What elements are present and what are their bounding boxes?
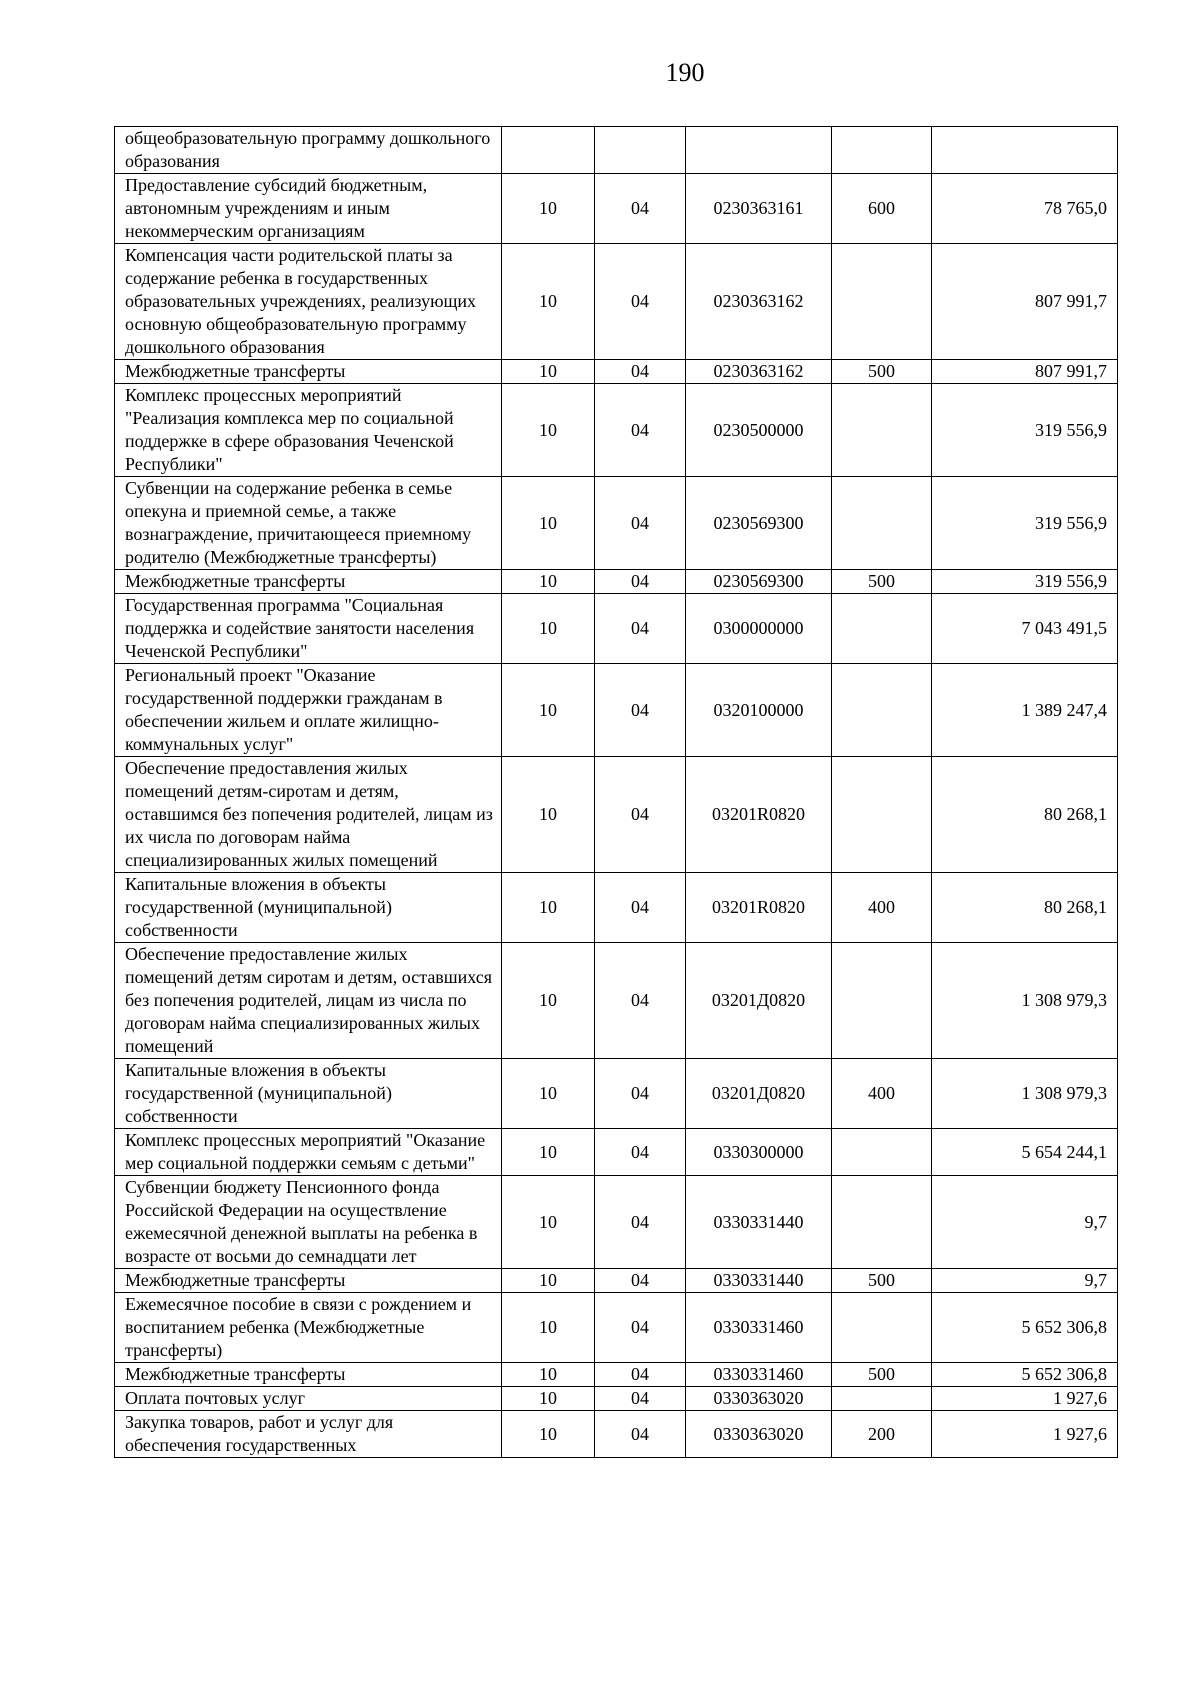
budget-table: [114, 126, 1118, 1458]
row-description: Компенсация части родительской платы за содержание ребенка в государственных образовательных учреждениях, реализующих основную общеобразовательную программу дошкольного образования: [115, 244, 502, 360]
table-row: [115, 1059, 1118, 1129]
row-section-code: 10: [502, 174, 595, 244]
table-row: [115, 873, 1118, 943]
row-description: Обеспечение предоставление жилых помещений детям сиротам и детям, оставшихся без попечения родителей, лицам из числа по договорам найма специализированных жилых помещений: [115, 943, 502, 1059]
row-section-code: 10: [502, 664, 595, 757]
row-amount: [932, 127, 1118, 174]
row-amount: 319 556,9: [932, 477, 1118, 570]
row-description: Предоставление субсидий бюджетным, автономным учреждениям и иным некоммерческим организациям: [115, 174, 502, 244]
row-target-article: 0230569300: [686, 477, 832, 570]
row-amount: 5 654 244,1: [932, 1129, 1118, 1176]
row-subsection-code: 04: [595, 384, 686, 477]
row-subsection-code: 04: [595, 1363, 686, 1387]
row-target-article: 0330331440: [686, 1269, 832, 1293]
row-subsection-code: 04: [595, 1129, 686, 1176]
row-description: Межбюджетные трансферты: [115, 1269, 502, 1293]
table-row: [115, 1387, 1118, 1411]
row-section-code: 10: [502, 244, 595, 360]
row-description: Комплекс процессных мероприятий "Реализация комплекса мер по социальной поддержке в сфере образования Чеченской Республики": [115, 384, 502, 477]
row-section-code: 10: [502, 594, 595, 664]
row-subsection-code: 04: [595, 1387, 686, 1411]
table-row: [115, 360, 1118, 384]
row-section-code: 10: [502, 1176, 595, 1269]
row-expense-type: [832, 477, 932, 570]
row-section-code: 10: [502, 1269, 595, 1293]
row-amount: 1 308 979,3: [932, 943, 1118, 1059]
row-expense-type: 500: [832, 1269, 932, 1293]
row-section-code: 10: [502, 1387, 595, 1411]
row-amount: 319 556,9: [932, 384, 1118, 477]
row-section-code: 10: [502, 384, 595, 477]
table-row: [115, 1176, 1118, 1269]
table-row: [115, 757, 1118, 873]
row-expense-type: [832, 1293, 932, 1363]
row-section-code: 10: [502, 570, 595, 594]
row-description: Оплата почтовых услуг: [115, 1387, 502, 1411]
row-description: Межбюджетные трансферты: [115, 360, 502, 384]
row-amount: 807 991,7: [932, 360, 1118, 384]
row-section-code: 10: [502, 1363, 595, 1387]
row-description: Обеспечение предоставления жилых помещений детям-сиротам и детям, оставшимся без попечения родителей, лицам из их числа по договорам найма специализированных жилых помещений: [115, 757, 502, 873]
row-amount: 7 043 491,5: [932, 594, 1118, 664]
row-target-article: 03201R0820: [686, 757, 832, 873]
row-subsection-code: 04: [595, 1411, 686, 1458]
row-expense-type: 500: [832, 1363, 932, 1387]
table-body: [115, 127, 1118, 1458]
table-row: [115, 384, 1118, 477]
row-target-article: 0330331460: [686, 1293, 832, 1363]
row-description: Капитальные вложения в объекты государственной (муниципальной) собственности: [115, 873, 502, 943]
row-target-article: 03201Д0820: [686, 1059, 832, 1129]
table-row: [115, 1363, 1118, 1387]
table-row: [115, 1269, 1118, 1293]
row-expense-type: [832, 127, 932, 174]
table-row: [115, 1293, 1118, 1363]
row-section-code: 10: [502, 1059, 595, 1129]
row-expense-type: [832, 1387, 932, 1411]
row-amount: 5 652 306,8: [932, 1293, 1118, 1363]
table-row: [115, 594, 1118, 664]
row-description: Региональный проект "Оказание государственной поддержки гражданам в обеспечении жильем и оплате жилищно-коммунальных услуг": [115, 664, 502, 757]
row-target-article: 0230363161: [686, 174, 832, 244]
row-target-article: [686, 127, 832, 174]
row-expense-type: [832, 244, 932, 360]
row-subsection-code: 04: [595, 1269, 686, 1293]
row-subsection-code: 04: [595, 1176, 686, 1269]
row-subsection-code: 04: [595, 244, 686, 360]
row-expense-type: [832, 664, 932, 757]
row-amount: 1 308 979,3: [932, 1059, 1118, 1129]
row-expense-type: [832, 1176, 932, 1269]
row-target-article: 0230569300: [686, 570, 832, 594]
row-expense-type: 400: [832, 873, 932, 943]
row-description: Субвенции на содержание ребенка в семье опекуна и приемной семье, а также вознаграждение, причитающееся приемному родителю (Межбюджетные трансферты): [115, 477, 502, 570]
row-subsection-code: 04: [595, 174, 686, 244]
row-expense-type: [832, 1129, 932, 1176]
table-row: [115, 477, 1118, 570]
row-target-article: 0330331460: [686, 1363, 832, 1387]
row-description: Ежемесячное пособие в связи с рождением и воспитанием ребенка (Межбюджетные трансферты): [115, 1293, 502, 1363]
row-amount: 1 927,6: [932, 1411, 1118, 1458]
row-amount: 80 268,1: [932, 757, 1118, 873]
row-amount: 80 268,1: [932, 873, 1118, 943]
row-description: Межбюджетные трансферты: [115, 1363, 502, 1387]
row-section-code: 10: [502, 873, 595, 943]
row-description: Государственная программа "Социальная поддержка и содействие занятости населения Чеченской Республики": [115, 594, 502, 664]
row-amount: 1 389 247,4: [932, 664, 1118, 757]
row-target-article: 0230363162: [686, 360, 832, 384]
row-subsection-code: 04: [595, 360, 686, 384]
row-amount: 5 652 306,8: [932, 1363, 1118, 1387]
row-section-code: 10: [502, 1411, 595, 1458]
table-row: [115, 570, 1118, 594]
row-subsection-code: 04: [595, 1293, 686, 1363]
row-section-code: 10: [502, 360, 595, 384]
row-section-code: 10: [502, 477, 595, 570]
row-expense-type: [832, 384, 932, 477]
row-target-article: 0300000000: [686, 594, 832, 664]
row-amount: 9,7: [932, 1269, 1118, 1293]
row-target-article: 0230500000: [686, 384, 832, 477]
table-row: [115, 174, 1118, 244]
row-expense-type: [832, 943, 932, 1059]
row-description: Межбюджетные трансферты: [115, 570, 502, 594]
row-subsection-code: [595, 127, 686, 174]
table-row: [115, 244, 1118, 360]
row-subsection-code: 04: [595, 943, 686, 1059]
row-target-article: 0320100000: [686, 664, 832, 757]
row-amount: 319 556,9: [932, 570, 1118, 594]
row-expense-type: 500: [832, 360, 932, 384]
row-amount: 78 765,0: [932, 174, 1118, 244]
row-expense-type: [832, 757, 932, 873]
row-target-article: 03201Д0820: [686, 943, 832, 1059]
row-target-article: 0330363020: [686, 1387, 832, 1411]
row-description: Капитальные вложения в объекты государственной (муниципальной) собственности: [115, 1059, 502, 1129]
row-section-code: 10: [502, 757, 595, 873]
row-expense-type: 600: [832, 174, 932, 244]
row-subsection-code: 04: [595, 757, 686, 873]
row-target-article: 0330331440: [686, 1176, 832, 1269]
table-row: [115, 943, 1118, 1059]
table-row: [115, 127, 1118, 174]
row-section-code: 10: [502, 943, 595, 1059]
row-description: Субвенции бюджету Пенсионного фонда Российской Федерации на осуществление ежемесячной денежной выплаты на ребенка в возрасте от восьми до семнадцати лет: [115, 1176, 502, 1269]
row-amount: 1 927,6: [932, 1387, 1118, 1411]
row-section-code: [502, 127, 595, 174]
row-subsection-code: 04: [595, 873, 686, 943]
row-section-code: 10: [502, 1129, 595, 1176]
row-target-article: 03201R0820: [686, 873, 832, 943]
row-expense-type: 200: [832, 1411, 932, 1458]
row-subsection-code: 04: [595, 1059, 686, 1129]
row-amount: 9,7: [932, 1176, 1118, 1269]
row-amount: 807 991,7: [932, 244, 1118, 360]
row-target-article: 0330300000: [686, 1129, 832, 1176]
row-description: общеобразовательную программу дошкольного образования: [115, 127, 502, 174]
table-row: [115, 664, 1118, 757]
row-subsection-code: 04: [595, 664, 686, 757]
table-row: [115, 1411, 1118, 1458]
table-row: [115, 1129, 1118, 1176]
page-number: 190: [665, 58, 705, 87]
row-target-article: 0230363162: [686, 244, 832, 360]
row-target-article: 0330363020: [686, 1411, 832, 1458]
row-subsection-code: 04: [595, 570, 686, 594]
row-description: Закупка товаров, работ и услуг для обеспечения государственных: [115, 1411, 502, 1458]
row-expense-type: [832, 594, 932, 664]
row-section-code: 10: [502, 1293, 595, 1363]
row-subsection-code: 04: [595, 477, 686, 570]
row-subsection-code: 04: [595, 594, 686, 664]
row-expense-type: 500: [832, 570, 932, 594]
row-description: Комплекс процессных мероприятий "Оказание мер социальной поддержки семьям с детьми": [115, 1129, 502, 1176]
row-expense-type: 400: [832, 1059, 932, 1129]
